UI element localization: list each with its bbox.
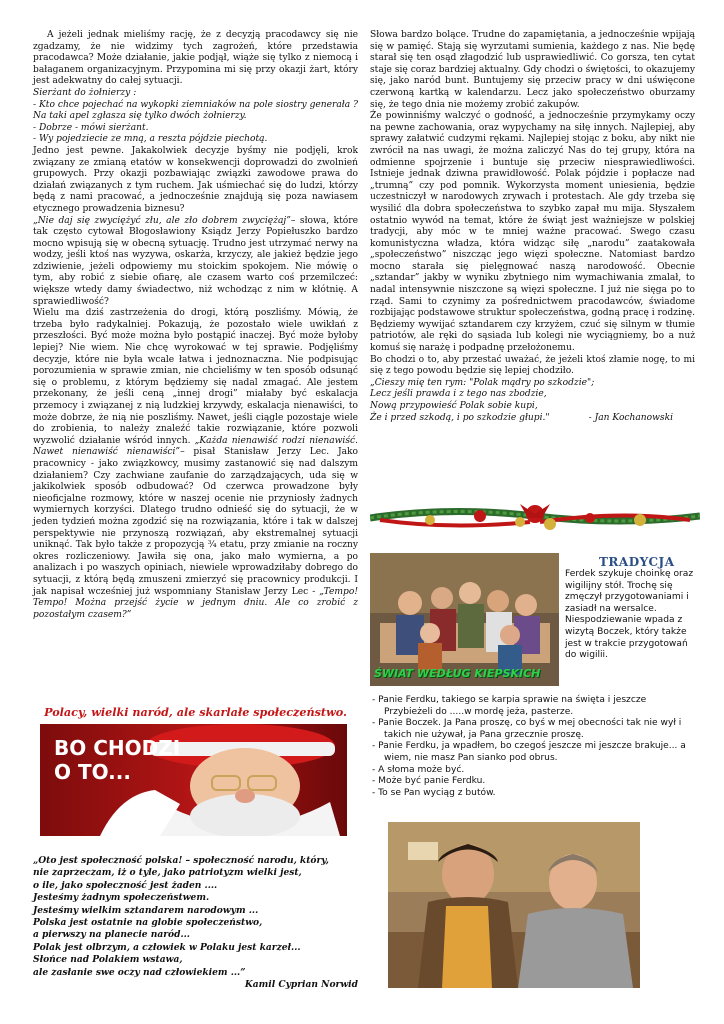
lec-quote-2: „Tempo! Tempo! Można przejść życie w jednym dniu. Ale co zrobić z pozostałym czasem?”	[33, 586, 358, 620]
right-column	[370, 30, 695, 424]
swiat-logo: ŚWIAT WEDŁUG KIEPSKICH	[374, 667, 541, 680]
kochanowski-last: Że i przed szkodą, i po szkodzie głupi."	[370, 412, 550, 423]
santa-image	[40, 724, 347, 836]
joke-line-4: - Wy pojedziecie ze mną, a reszta pójdzie piechotą.	[33, 134, 268, 145]
norwid-line: Jesteśmy żadnym społeczeństwem.	[33, 892, 210, 904]
santa-caption-line-1: BO CHODZI	[54, 736, 181, 760]
norwid-line: o ile, jako społeczność jest żaden ....	[33, 879, 218, 891]
norwid-last: ale zasłanie swe oczy nad człowiekiem ...”	[33, 966, 246, 978]
kochanowski-line: „Cieszy mię ten rym: "Polak mądry po szkodzie";	[370, 377, 595, 388]
kochanowski-line: Nową przypowieść Polak sobie kupi,	[370, 401, 538, 411]
left-paragraph-4-text: Wielu ma dziś zastrzeżenia do drogi, którą poszliśmy. Mówią, że trzeba było radykalniej. Pokazują, że pozostało wiele uwikłań z przeszłości. Być może można było postąpić inaczej. Być może byłoby lepiej? Nie wiem. Nie chcę wyrokować w tej sprawie. Podjęliśmy decyzje, które nie była wcale łatwa i jednoznaczna. Nie podpisując porozumienia w sprawie zmian, nie chcieliśmy w ten sposób odsunąć się o problemu, z którym będziemy się nadal zmagać. Ale jestem przekonany, że jeśli ceną „innej drogi” miałaby być eskalacja przemocy i związanej z nią ludzkiej krzywdy, eskalacja nienawiści, to może dobrze, że nią nie poszliśmy. Nawet, jeśli ciągle pozostaje wiele do zrobienia, to należy znaleźć takie rozwiązanie, które pozwoli wyzwolić działanie wśród innych.	[33, 308, 358, 446]
left-paragraph-4b: – pisał Stanisław Jerzy Lec. Jako pracownicy - jako związkowcy, musimy zastanowić się nad dalszym działaniem? Czy zachwiane zaufanie do zarządzających, uda się w jakikolwiek sposób odbudować? Od czerwca prowadzone były nieoficjalne rozmowy, które w naszej ocenie nie przyniosły żadnych wymiernych korzyści. Dlatego trudno odnieść się do sytuacji, że w jeden tydzień można zgodzić się na rozwiązania, które i tak w dalszej perspektywie nie przynoszą rozwiązań, aby ekstremalnej sytuacji uniknąć. Tak było także z propozycją ¾ etatu, przy zmianie na roczny okres rozliczeniowy. Jawiła się ona, jako mało wymierna, a po analizach i po waszych opiniach, niewiele wprowadziłaby dobrego do sytuacji, z którą będą zmuszeni zmierzyć się pracownicy produkcji. I jak napisał wcześniej już wspomniany Stanisław Jerzy Lec -	[33, 447, 358, 597]
joke-line-2: - Kto chce pojechać na wykopki ziemniaków na pole siostry generała ? Na taki apel zgłasza się tylko dwóch żołnierzy.	[33, 99, 358, 122]
joke-line-1: Sierżant do żołnierzy :	[33, 87, 137, 98]
santa-caption-line-2: O TO...	[54, 760, 131, 784]
right-paragraph-1: Słowa bardzo bolące. Trudne do zapamiętania, a jednocześnie wpijają się w pamięć. Stają się wyrzutami sumienia, każdego z nas. Nie będę starał się ten osąd złagodzić lub usprawiedliwić. Co gorsza, ten cytat staje się coraz bardziej aktualny. Gdy chodzi o świętości, to okazujemy się, jako naród bunt. Buntujemy się przeciw pracy w dni uświęcone czerwoną kartką w kalendarzu. Lecz jako społeczeństwo oburzamy się, że tego dnia nie możemy zrobić zakupów.	[370, 30, 695, 110]
norwid-line: „Oto jest społeczność polska! – społeczność narodu, który,	[33, 855, 329, 866]
right-paragraph-3: Bo chodzi o to, aby przestać uważać, że jeżeli ktoś złamie nogę, to mi się z tego powodu będzie się lepiej chodziło.	[370, 354, 695, 377]
norwid-line: nie zaprzeczam, iż o tyle, jako patriotyzm wielki jest,	[33, 867, 302, 879]
kochanowski-line: Lecz jeśli prawda i z tego nas zbodzie,	[370, 389, 547, 400]
tradycja-text	[565, 569, 697, 662]
dialog-line-cont: wiem, nie masz Pan sianko pod obrus.	[384, 752, 558, 763]
popieluszko-quote: „Nie daj się zwyciężyć złu, ale zło dobrem zwyciężaj”	[33, 215, 291, 226]
dialog-line: - Panie Ferdku, ja wpadłem, bo czegoś jeszcze mi jeszcze brakuje... a	[372, 741, 686, 752]
norwid-signature: Kamil Cyprian Norwid	[244, 979, 358, 991]
santa-heading: Polacy, wielki naród, ale skarlałe społeczeństwo.	[44, 705, 347, 719]
left-paragraph-3	[33, 216, 358, 309]
dialog-line: - Panie Ferdku, takiego se karpia sprawie na święta i jeszcze	[372, 695, 647, 705]
norwid-line: Polak jest olbrzym, a człowiek w Polaku jest karzeł...	[33, 941, 301, 953]
left-paragraph-4	[33, 308, 358, 621]
kochanowski-signature: - Jan Kochanowski	[588, 412, 673, 423]
dialog-line: - A słoma może być.	[372, 764, 465, 775]
tradycja-heading: TRADYCJA	[599, 555, 675, 569]
ferdek-boczek-image	[388, 822, 640, 988]
left-paragraph-2: Jedno jest pewne. Jakakolwiek decyzje byśmy nie podjęli, krok związany ze zmianą etatów w konsekwencji doprowadzi do zwolnień grupowych. Przy okazji pozbawiając związki zawodowe prawa do działań związanych z tym ruchem. Jak uśmiechać się do ludzi, którzy będą z nami pracować, a jednocześnie znajdują się poza nawiasem etycznego prowadzenia biznesu?	[33, 145, 358, 214]
norwid-line: a pierwszy na planecie naród...	[33, 929, 190, 941]
kochanowski-last-line	[370, 413, 695, 425]
left-paragraph-1: A jeżeli jednak mieliśmy rację, że z decyzją pracodawcy się nie zgadzamy, że nie widzimy tych zagrożeń, które przedstawia pracodawca? Może działanie, jakie podjął, wiąże się tylko z niemocą i bałaganem organizacyjnym. Przypomina mi się przy okazji żart, który jest adekwatny do całej sytuacji.	[33, 30, 358, 87]
dialog-line: - Panie Boczek. Ja Pana proszę, co byś w mej obecności tak nie wył i	[372, 718, 682, 729]
tradycja-paragraph: Ferdek szykuje choinkę oraz wigilijny stół. Trochę się zmęczył przygotowaniami i zasiadł na wersalce. Niespodziewanie wpada z wizytą Boczek, który także jest w trakcie przygotowań do wigilii.	[565, 569, 694, 661]
garland-illustration	[370, 496, 700, 540]
dialog-line: - Może być panie Ferdku.	[372, 776, 486, 787]
ferdek-boczek-illustration	[388, 822, 640, 988]
norwid-last-line	[33, 966, 358, 991]
ferdek-boczek-dialog	[372, 695, 697, 799]
norwid-line: Słońce nad Polakiem wstawa,	[33, 954, 183, 966]
santa-image-caption	[54, 736, 180, 784]
norwid-quote	[33, 855, 358, 991]
dialog-line-cont: takich nie używał, ja Pana grzecznie proszę.	[384, 729, 584, 740]
norwid-line: Jesteśmy wielkim sztandarem narodowym ...	[33, 904, 259, 916]
norwid-line: Polska jest ostatnie na globie społeczeństwo,	[33, 917, 263, 929]
dialog-line: - To se Pan wyciąg z butów.	[372, 787, 496, 798]
lec-quote-1: „Każda nienawiść rodzi nienawiść. Nawet nienawiść nienawiści”	[33, 435, 358, 458]
christmas-garland	[370, 496, 700, 540]
right-paragraph-2: Że powinniśmy walczyć o godność, a jednocześnie przymykamy oczy na pewne zachowania, oraz wypychamy na siłę innych. Najlepiej, aby sprawy załatwić cudzymi rękami. Najlepiej stojąc z boku, aby nikt nie zwrócił na nas uwagi, że można zaliczyć Nas do tej grupy, która na odmienne spojrzenie i buntuje się przeciw niesprawiedliwości. Istnieje jednak dziwna prawidłowość. Polak pójdzie i popłacze nad „trumną” czy pod pomnik. Wykorzysta moment uniesienia, będzie uczestniczył w narodowych zrywach i protestach. Ale gdy trzeba się wysilić dla dobra społeczeństwa to szybko zapał mu mija. Słyszałem ostatnio wywód na temat, które że świąt jest ważniejsze w polskiej tradycji, aby móc w te mniej ważne pracować. Swego czasu komunistyczna władza, która widząc siłę „narodu” zaatakowała „społeczeństwo” niszcząc jego więzi społeczne. Natomiast bardzo mocno starała się pielęgnować naszą narodowość. Obecnie „sztandar” jakby w wyniku zbytniego nim wymachiwania zmalał, to nadal intensywnie niszczone są więzi społeczne. I już nie sięga po to rząd. Sami to czynimy za pośrednictwem pracodawców, świadome rozbijając podstawowe struktur społeczeństwa, godną pracę i rodzinę. Będziemy wywijać sztandarem czy krzyżem, czuć się silnym w tłumie patriotów, ale ręki do sąsiada lub kolegi nie wyciągniemy, bo a nuż komuś się narażę i podpadnę przełożonemu.	[370, 111, 696, 354]
joke-line-3: - Dobrze - mówi sierżant.	[33, 122, 149, 133]
dialog-line-cont: Przybieżeli do .....w mordę jeża, pasterze.	[384, 706, 574, 717]
left-paragraph-3-text: – słowa, które tak często cytował Błogosławiony Ksiądz Jerzy Popiełuszko bardzo mocno wpisują się w obecną sytuację. Trudno jest utrzymać nerwy na wodzy, jeśli ktoś nas wyzywa, oskarża, krzyczy, ale jakież będzie jego zdziwienie, jeżeli odpowiemy mu stoickim spokojem. Nie mówię o tym, aby robić z siebie ofiarę, ale czasem warto coś przemilczeć: większe wtedy damy świadectwo, niż wchodząc z nim w kłótnię. A sprawiedliwość?	[33, 215, 358, 307]
swiat-wedlug-kiepskich-image	[370, 553, 559, 686]
left-column	[33, 30, 358, 621]
